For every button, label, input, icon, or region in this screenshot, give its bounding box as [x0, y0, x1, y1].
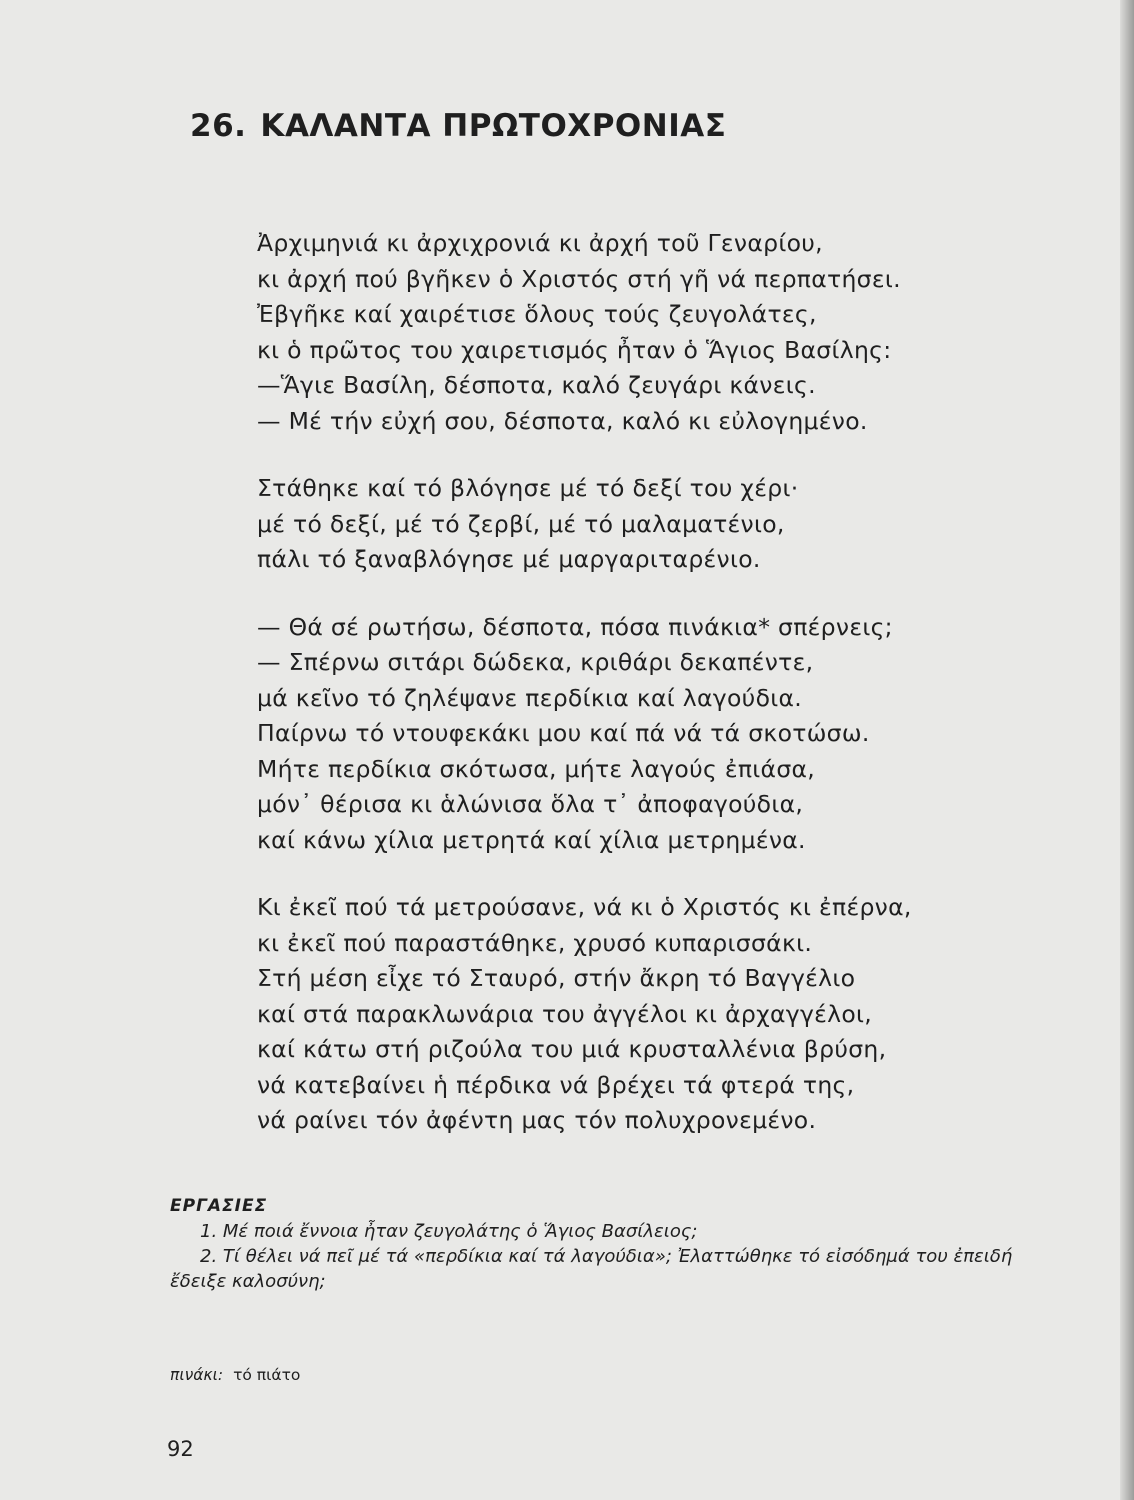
poem-line: —Ἅγιε Βασίλη, δέσποτα, καλό ζευγάρι κάνεις.: [257, 371, 816, 399]
poem-line: κι ἀρχή πού βγῆκεν ὁ Χριστός στή γῆ νά περπατήσει.: [257, 264, 901, 293]
poem-line: κι ἐκεῖ πού παραστάθηκε, χρυσό κυπαρισσάκι.: [257, 928, 813, 957]
poem-line: μόν᾿ θέρισα κι ἁλώνισα ὅλα τ᾿ ἀποφαγούδια,: [257, 790, 804, 818]
exercise-item: 1. Μέ ποιά ἔννοια ἦταν ζευγολάτης ὁ Ἅγιος Βασίλειος;: [200, 1221, 698, 1242]
footnote-definition: τό πιάτο: [233, 1366, 301, 1384]
stanza-1: [257, 226, 1057, 439]
poem-line: νά ραίνει τόν ἀφέντη μας τόν πολυχρονεμένο.: [257, 1106, 817, 1134]
poem-line: μά κεῖνο τό ζηλέψανε περδίκια καί λαγούδια.: [257, 683, 803, 712]
poem-line: Κι ἐκεῖ πού τά μετρούσανε, νά κι ὁ Χριστός κι ἐπέρνα,: [257, 893, 912, 921]
title-number: 26.: [190, 108, 247, 144]
footnote-term: πινάκι:: [170, 1366, 224, 1384]
poem-line: Μήτε περδίκια σκότωσα, μήτε λαγούς ἐπιάσα,: [257, 754, 816, 783]
exercises-section: [170, 1196, 1040, 1294]
poem-line: Στή μέση εἶχε τό Σταυρό, στήν ἄκρη τό Βαγγέλιο: [257, 964, 856, 992]
page-edge-shadow: [1120, 0, 1134, 1500]
poem-line: Παίρνω τό ντουφεκάκι μου καί πά νά τά σκοτώσω.: [257, 719, 870, 747]
poem-line: νά κατεβαίνει ἡ πέρδικα νά βρέχει τά φτερά της,: [257, 1070, 855, 1099]
stanza-4: [257, 890, 1057, 1139]
page-title: [190, 108, 726, 144]
poem-line: — Σπέρνω σιτάρι δώδεκα, κριθάρι δεκαπέντε,: [257, 648, 814, 676]
poem-line: πάλι τό ξαναβλόγησε μέ μαργαριταρένιο.: [257, 545, 761, 573]
poem-line: καί στά παρακλωνάρια του ἀγγέλοι κι ἀρχαγγέλοι,: [257, 999, 873, 1028]
poem-line: Στάθηκε καί τό βλόγησε μέ τό δεξί του χέρι·: [257, 474, 799, 502]
footnote: [170, 1366, 300, 1384]
poem-line: — Θά σέ ρωτήσω, δέσποτα, πόσα πινάκια* σπέρνεις;: [257, 612, 893, 641]
title-text: ΚΑΛΑΝΤΑ ΠΡΩΤΟΧΡΟΝΙΑΣ: [260, 108, 727, 144]
stanza-3: [257, 610, 1057, 859]
exercise-item: 2. Τί θέλει νά πεῖ μέ τά «περδίκια καί τά λαγούδια»; Ἐλαττώθηκε τό εἰσόδημά του ἐπειδή ἔδειξε καλοσύνη;: [170, 1246, 1013, 1292]
poem-line: Ἀρχιμηνιά κι ἀρχιχρονιά κι ἀρχή τοῦ Γεναρίου,: [257, 229, 823, 257]
poem-line: — Μέ τήν εὐχή σου, δέσποτα, καλό κι εὐλογημένο.: [257, 406, 868, 435]
poem-line: Ἐβγῆκε καί χαιρέτισε ὅλους τούς ζευγολάτες,: [257, 300, 817, 328]
poem-line: μέ τό δεξί, μέ τό ζερβί, μέ τό μαλαματένιο,: [257, 509, 785, 538]
exercises-heading: ΕΡΓΑΣΙΕΣ: [170, 1196, 268, 1216]
stanza-2: [257, 471, 1057, 578]
poem-line: κι ὁ πρῶτος του χαιρετισμός ἦταν ὁ Ἅγιος Βασίλης:: [257, 335, 892, 364]
poem-line: καί κάνω χίλια μετρητά καί χίλια μετρημένα.: [257, 825, 806, 854]
poem-line: καί κάτω στή ριζούλα του μιά κρυσταλλένια βρύση,: [257, 1035, 887, 1063]
poem: [257, 226, 1057, 1171]
page-number: 92: [167, 1437, 194, 1461]
